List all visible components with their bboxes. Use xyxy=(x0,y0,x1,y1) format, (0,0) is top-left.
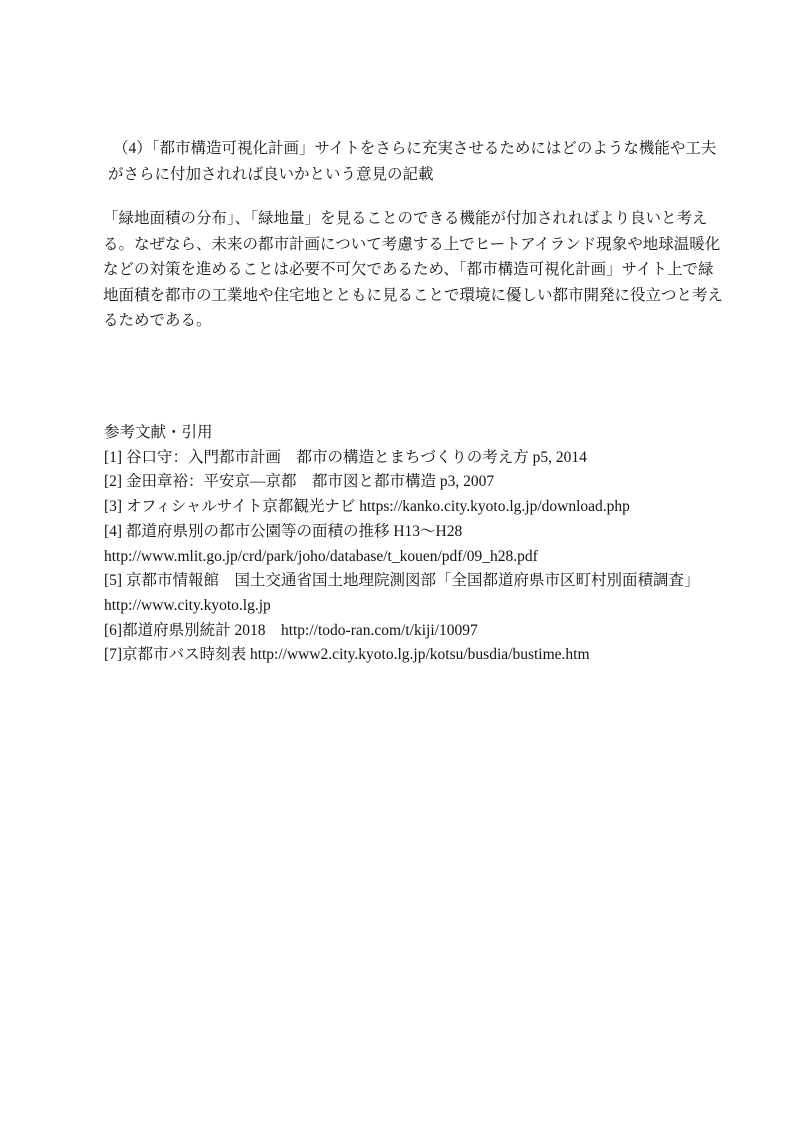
paragraph-line: るためである。 xyxy=(103,312,212,329)
reference-line-3: [3] オフィシャルサイト京都観光ナビ https://kanko.city.kyoto.lg.jp/download.php xyxy=(104,498,630,516)
reference-line-7: [7]京都市バス時刻表 http://www2.city.kyoto.lg.jp/kotsu/busdia/bustime.htm xyxy=(104,646,590,664)
section-heading-line-1: （4）「都市構造可視化計画」サイトをさらに充実させるためにはどのような機能や工夫 xyxy=(113,140,717,157)
references-section xyxy=(104,421,724,668)
reference-line-5-url: http://www.city.kyoto.lg.jp xyxy=(104,596,271,614)
reference-line-4-url: http://www.mlit.go.jp/crd/park/joho/database/t_kouen/pdf/09_h28.pdf xyxy=(104,547,538,565)
references-heading: 参考文献・引用 xyxy=(104,424,213,441)
reference-line-4: [4] 都道府県別の都市公園等の面積の推移 H13～H28 xyxy=(104,522,463,540)
paragraph-line: 「緑地面積の分布」、「緑地量」を見ることのできる機能が付加されればより良いと考え xyxy=(103,210,708,227)
paragraph-line: 地面積を都市の工業地や住宅地とともに見ることで環境に優しい都市開発に役立つと考え xyxy=(103,286,724,304)
section-heading xyxy=(104,136,717,188)
reference-line-1: [1] 谷口守：入門都市計画 都市の構造とまちづくりの考え方 p5, 2014 xyxy=(104,448,587,466)
paragraph-line: などの対策を進めることは必要不可欠であるため、「都市構造可視化計画」サイト上で緑 xyxy=(103,261,714,278)
paragraph-line: る。なぜなら、未来の都市計画について考慮する上でヒートアイランド現象や地球温暖化 xyxy=(103,235,721,253)
reference-line-6: [6]都道府県別統計 2018 http://todo-ran.com/t/kiji/10097 xyxy=(104,621,478,639)
section-heading-line-2: がさらに付加されれば良いかという意見の記載 xyxy=(108,166,434,183)
reference-line-2: [2] 金田章裕：平安京―京都 都市図と都市構造 p3, 2007 xyxy=(104,473,495,491)
body-paragraph xyxy=(103,206,724,334)
reference-line-5: [5] 京都市情報館 国土交通省国土地理院測図部「全国都道府県市区町村別面積調査」 xyxy=(104,572,700,590)
